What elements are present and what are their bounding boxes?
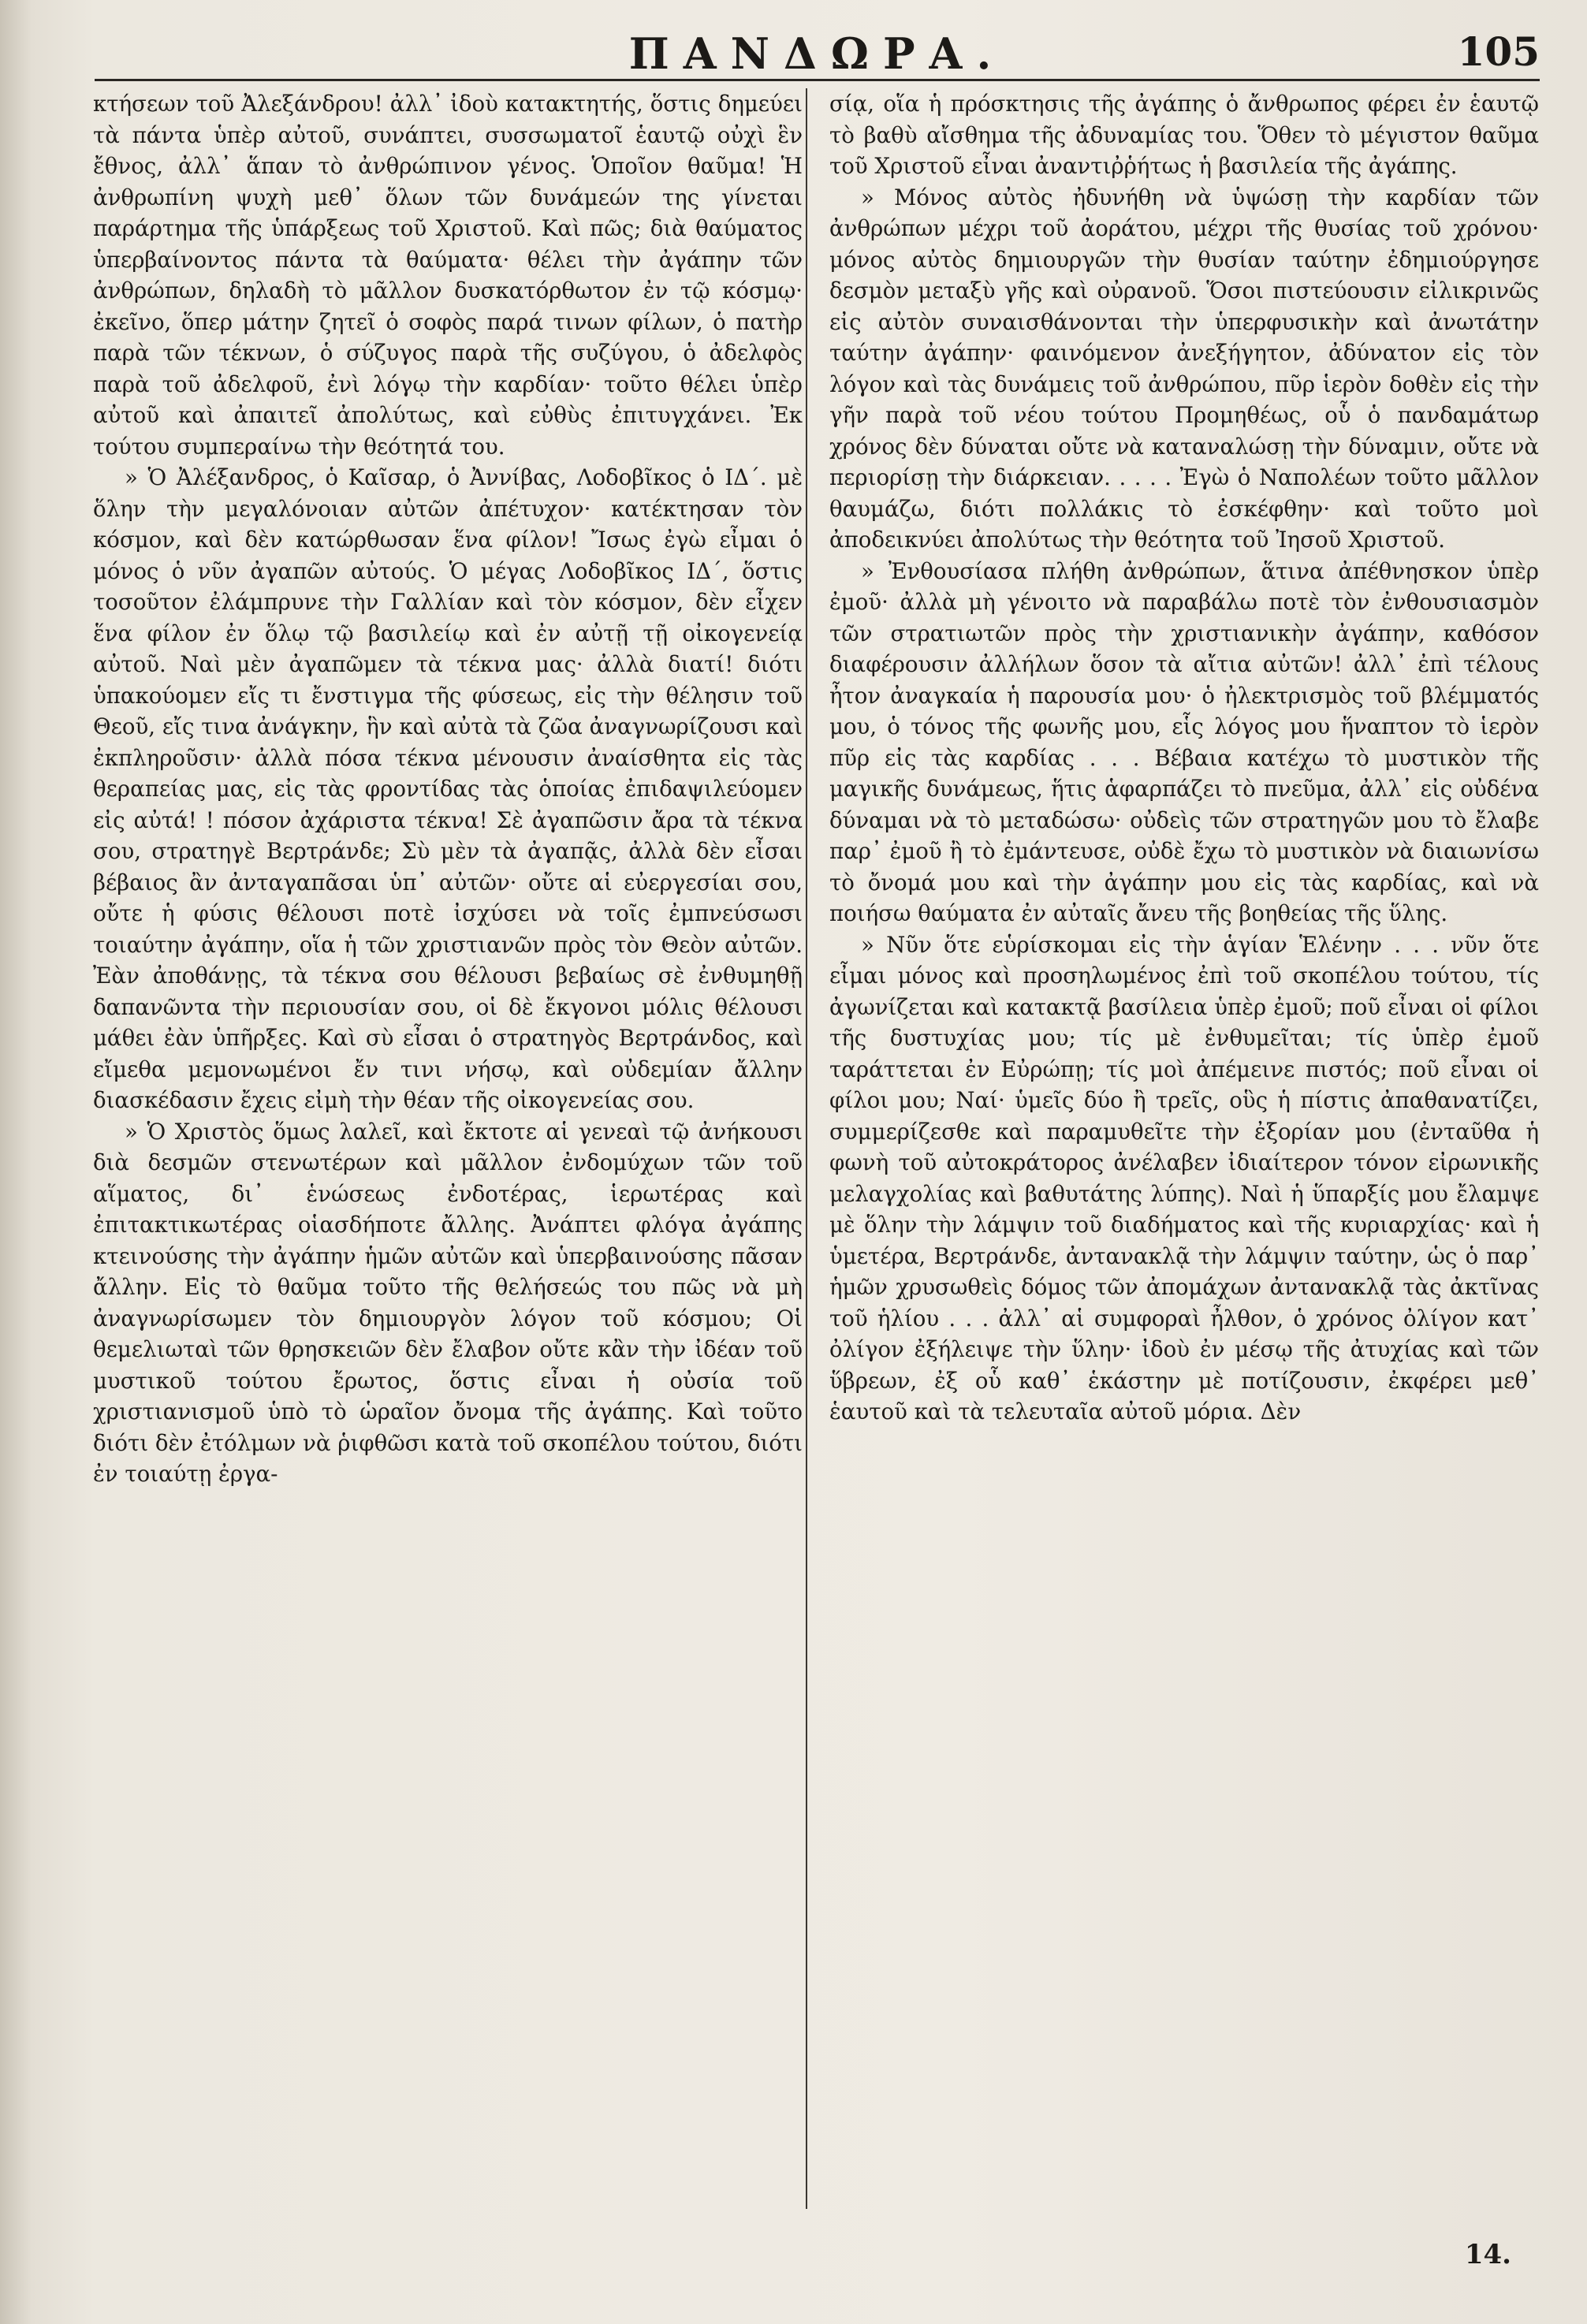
signature-mark: 14. (1464, 2239, 1511, 2270)
paragraph: » Μόνος αὐτὸς ἠδυνήθη νὰ ὑψώσῃ τὴν καρδίαν τῶν ἀνθρώπων μέχρι τοῦ ἀοράτου, μέχρι τῆς θυσίας τοῦ χρόνου· μόνος αὐτὸς δημιουργῶν τὴν θυσίαν ταύτην ἐδημιούργησε δεσμὸν μεταξὺ γῆς καὶ οὐρανοῦ. Ὅσοι πιστεύουσιν εἰλικρινῶς εἰς αὐτὸν συναισθάνονται τὴν ὑπερφυσικὴν καὶ ἀνωτάτην ταύτην ἀγάπην· φαινόμενον ἀνεξήγητον, ἀδύνατον εἰς τὸν λόγον καὶ τὰς δυνάμεις τοῦ ἀνθρώπου, πῦρ ἱερὸν δοθὲν εἰς τὴν γῆν παρὰ τοῦ νέου τούτου Προμηθέως, οὗ ὁ πανδαμάτωρ χρόνος δὲν δύναται οὔτε νὰ καταναλώσῃ τὴν δύναμιν, οὔτε νὰ περιορίσῃ τὴν διάρκειαν. . . . . Ἐγὼ ὁ Ναπολέων τοῦτο μᾶλλον θαυμάζω, διότι πολλάκις τὸ ἐσκέφθην· καὶ τοῦτο μοὶ ἀποδεικνύει ἀπολύτως τὴν θεότητα τοῦ Ἰησοῦ Χριστοῦ. (829, 184, 1539, 553)
header-rule (95, 79, 1540, 81)
column-divider (806, 88, 807, 2209)
paragraph: » Ὁ Ἀλέξανδρος, ὁ Καῖσαρ, ὁ Ἀννίβας, Λοδοβῖκος ὁ ΙΔ΄. μὲ ὅλην τὴν μεγαλόνοιαν αὐτῶν ἀπέτυχον· κατέκτησαν τὸν κόσμον, καὶ δὲν κατώρθωσαν ἕνα φίλον! Ἴσως ἐγὼ εἶμαι ὁ μόνος ὁ νῦν ἀγαπῶν αὐτούς. Ὁ μέγας Λοδοβῖκος ΙΔ΄, ὅστις τοσοῦτον ἐλάμπρυνε τὴν Γαλλίαν καὶ τὸν κόσμον, δὲν εἶχεν ἕνα φίλον ἐν ὅλῳ τῷ βασιλείῳ καὶ ἐν αὐτῇ τῇ οἰκογενείᾳ αὐτοῦ. Ναὶ μὲν ἀγαπῶμεν τὰ τέκνα μας· ἀλλὰ διατί! διότι ὑπακούομεν εἴς τι ἔνστιγμα τῆς φύσεως, εἰς τὴν θέλησιν τοῦ Θεοῦ, εἴς τινα ἀνάγκην, ἣν καὶ αὐτὰ τὰ ζῶα ἀναγνωρίζουσι καὶ ἐκπληροῦσιν· ἀλλὰ πόσα τέκνα μένουσιν ἀναίσθητα εἰς τὰς θεραπείας μας, εἰς τὰς φροντίδας τὰς ὁποίας ἐπιδαψιλεύομεν εἰς αὐτά! ! πόσον ἀχάριστα τέκνα! Σὲ ἀγαπῶσιν ἄρα τὰ τέκνα σου, στρατηγὲ Βερτράνδε; Σὺ μὲν τὰ ἀγαπᾷς, ἀλλὰ δὲν εἶσαι βέβαιος ἂν ἀνταγαπᾶσαι ὑπ᾿ αὐτῶν· οὔτε αἱ εὐεργεσίαι σου, οὔτε ἡ φύσις θέλουσι ποτὲ ἰσχύσει νὰ τοῖς ἐμπνεύσωσι τοιαύτην ἀγάπην, οἵα ἡ τῶν χριστιανῶν πρὸς τὸν Θεὸν αὐτῶν. Ἐὰν ἀποθάνῃς, τὰ τέκνα σου θέλουσι βεβαίως σὲ ἐνθυμηθῇ δαπανῶντα τὴν περιουσίαν σου, οἱ δὲ ἔκγονοι μόλις θέλουσι μάθει ἐὰν ὑπῆρξες. Καὶ σὺ εἶσαι ὁ στρατηγὸς Βερτράνδος, καὶ εἴμεθα μεμονωμένοι ἔν τινι νήσῳ, καὶ οὐδεμίαν ἄλλην διασκέδασιν ἔχεις εἰμὴ τὴν θέαν τῆς οἰκογενείας σου. (93, 464, 803, 1113)
left-column (93, 88, 803, 2209)
right-column (829, 88, 1539, 2209)
paragraph: » Ὁ Χριστὸς ὅμως λαλεῖ, καὶ ἔκτοτε αἱ γενεαὶ τῷ ἀνήκουσι διὰ δεσμῶν στενωτέρων καὶ μᾶλλον ἐνδομύχων τῶν τοῦ αἵματος, δι᾿ ἑνώσεως ἐνδοτέρας, ἱερωτέρας καὶ ἐπιτακτικωτέρας οἱασδήποτε ἄλλης. Ἀνάπτει φλόγα ἀγάπης κτεινούσης τὴν ἀγάπην ἡμῶν αὐτῶν καὶ ὑπερβαινούσης πᾶσαν ἄλλην. Εἰς τὸ θαῦμα τοῦτο τῆς θελήσεώς του πῶς νὰ μὴ ἀναγνωρίσωμεν τὸν δημιουργὸν λόγον τοῦ κόσμου; Οἱ θεμελιωταὶ τῶν θρησκειῶν δὲν ἔλαβον οὔτε κἂν τὴν ἰδέαν τοῦ μυστικοῦ τούτου ἔρωτος, ὅστις εἶναι ἡ οὐσία τοῦ χριστιανισμοῦ ὑπὸ τὸ ὡραῖον ὄνομα τῆς ἀγάπης. Καὶ τοῦτο διότι δὲν ἐτόλμων νὰ ῥιφθῶσι κατὰ τοῦ σκοπέλου τούτου, διότι ἐν τοιαύτῃ ἐργα- (93, 1118, 803, 1487)
paragraph: κτήσεων τοῦ Ἀλεξάνδρου! ἀλλ᾿ ἰδοὺ κατακτητής, ὅστις δημεύει τὰ πάντα ὑπὲρ αὐτοῦ, συνάπτει, συσσωματοῖ ἑαυτῷ οὐχὶ ἓν ἔθνος, ἀλλ᾿ ἅπαν τὸ ἀνθρώπινον γένος. Ὁποῖον θαῦμα! Ἡ ἀνθρωπίνη ψυχὴ μεθ᾿ ὅλων τῶν δυνάμεών της γίνεται παράρτημα τῆς ὑπάρξεως τοῦ Χριστοῦ. Καὶ πῶς; διὰ θαύματος ὑπερβαίνοντος πάντα τὰ θαύματα· θέλει τὴν ἀγάπην τῶν ἀνθρώπων, δηλαδὴ τὸ μᾶλλον δυσκατόρθωτον ἐν τῷ κόσμῳ· ἐκεῖνο, ὅπερ μάτην ζητεῖ ὁ σοφὸς παρά τινων φίλων, ὁ πατὴρ παρὰ τῶν τέκνων, ὁ σύζυγος παρὰ τῆς συζύγου, ὁ ἀδελφὸς παρὰ τοῦ ἀδελφοῦ, ἐνὶ λόγῳ τὴν καρδίαν· τοῦτο θέλει ὑπὲρ αὐτοῦ καὶ ἀπαιτεῖ ἀπολύτως, καὶ εὐθὺς ἐπιτυγχάνει. Ἐκ τούτου συμπεραίνω τὴν θεότητά του. (93, 91, 803, 460)
page-number: 105 (1457, 28, 1540, 75)
paragraph: » Ἐνθουσίασα πλήθη ἀνθρώπων, ἅτινα ἀπέθνησκον ὑπὲρ ἐμοῦ· ἀλλὰ μὴ γένοιτο νὰ παραβάλω ποτὲ τὸν ἐνθουσιασμὸν τῶν στρατιωτῶν πρὸς τὴν χριστιανικὴν ἀγάπην, καθόσον διαφέρουσιν ἀλλήλων ὅσον τὰ αἴτια αὐτῶν! ἀλλ᾿ ἐπὶ τέλους ἦτον ἀναγκαία ἡ παρουσία μου· ὁ ἠλεκτρισμὸς τοῦ βλέμματός μου, ὁ τόνος τῆς φωνῆς μου, εἷς λόγος μου ἥναπτον τὸ ἱερὸν πῦρ εἰς τὰς καρδίας . . . Βέβαια κατέχω τὸ μυστικὸν τῆς μαγικῆς δυνάμεως, ἥτις ἁφαρπάζει τὸ πνεῦμα, ἀλλ᾿ εἰς οὐδένα δύναμαι νὰ τὸ μεταδώσω· οὐδεὶς τῶν στρατηγῶν μου τὸ ἔλαβε παρ᾿ ἐμοῦ ἢ τὸ ἐμάντευσε, οὐδὲ ἔχω τὸ μυστικὸν νὰ διαιωνίσω τὸ ὄνομά μου καὶ τὴν ἀγάπην μου εἰς τὰς καρδίας, καὶ νὰ ποιήσω θαύματα ἐν αὐταῖς ἄνευ τῆς βοηθείας τῆς ὕλης. (829, 557, 1539, 926)
page-header (95, 22, 1540, 77)
paragraph: » Νῦν ὅτε εὑρίσκομαι εἰς τὴν ἁγίαν Ἑλένην . . . νῦν ὅτε εἶμαι μόνος καὶ προσηλωμένος ἐπὶ τοῦ σκοπέλου τούτου, τίς ἀγωνίζεται καὶ κατακτᾷ βασίλεια ὑπὲρ ἐμοῦ; ποῦ εἶναι οἱ φίλοι τῆς δυστυχίας μου; τίς μὲ ἐνθυμεῖται; τίς ὑπὲρ ἐμοῦ ταράττεται ἐν Εὐρώπῃ; τίς μοὶ ἀπέμεινε πιστός; ποῦ εἶναι οἱ φίλοι μου; Ναί· ὑμεῖς δύο ἢ τρεῖς, οὓς ἡ πίστις ἀπαθανατίζει, συμμερίζεσθε καὶ παραμυθεῖτε τὴν ἐξορίαν μου (ἐνταῦθα ἡ φωνὴ τοῦ αὐτοκράτορος ἀνέλαβεν ἰδιαίτερον τόνον εἰρωνικῆς μελαγχολίας καὶ βαθυτάτης λύπης). Ναὶ ἡ ὕπαρξίς μου ἔλαμψε μὲ ὅλην τὴν λάμψιν τοῦ διαδήματος καὶ τῆς κυριαρχίας· καὶ ἡ ὑμετέρα, Βερτράνδε, ἀντανακλᾷ τὴν λάμψιν ταύτην, ὡς ὁ παρ᾿ ἡμῶν χρυσωθεὶς δόμος τῶν ἀπομάχων ἀντανακλᾷ τὰς ἀκτῖνας τοῦ ἡλίου . . . ἀλλ᾿ αἱ συμφοραὶ ἦλθον, ὁ χρόνος ὀλίγον κατ᾿ ὀλίγον ἐξήλειψε τὴν ὕλην· ἰδοὺ ἐν μέσῳ τῆς ἀτυχίας καὶ τῶν ὕβρεων, ἐξ οὗ καθ᾿ ἑκάστην μὲ ποτίζουσιν, ἐκφέρει μεθ᾿ ἑαυτοῦ καὶ τὰ τελευταῖα αὐτοῦ μόρια. Δὲν (829, 931, 1539, 1425)
paragraph: σίᾳ, οἵα ἡ πρόσκτησις τῆς ἀγάπης ὁ ἄνθρωπος φέρει ἐν ἑαυτῷ τὸ βαθὺ αἴσθημα τῆς ἀδυναμίας του. Ὅθεν τὸ μέγιστον θαῦμα τοῦ Χριστοῦ εἶναι ἀναντιῤῥήτως ἡ βασιλεία τῆς ἀγάπης. (829, 91, 1539, 179)
running-title: ΠΑΝΔΩΡΑ. (628, 28, 1006, 79)
